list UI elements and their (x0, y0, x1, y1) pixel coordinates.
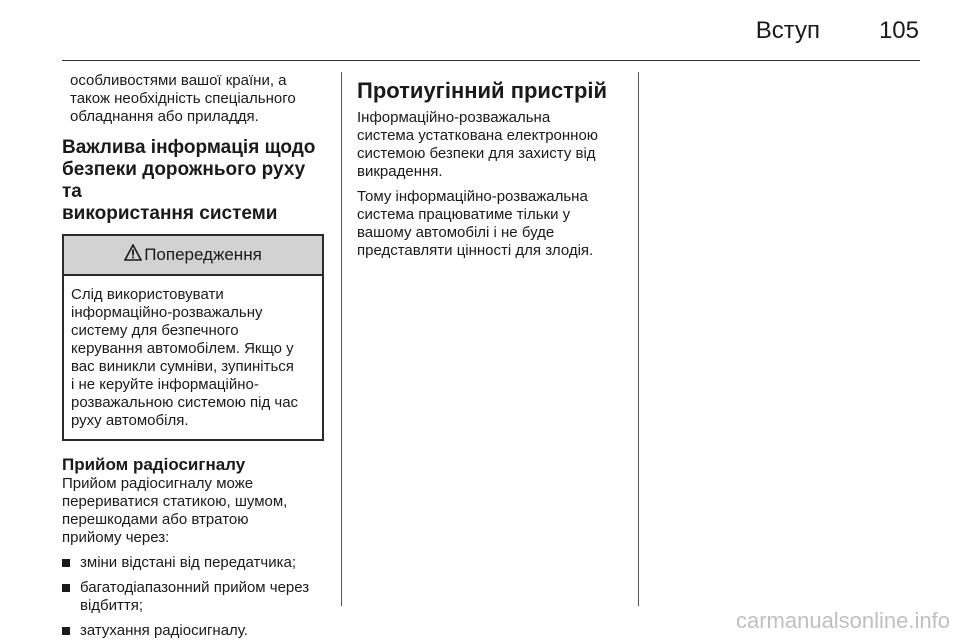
warning-text: Слід використовувати інформаційно-розважальну систему для безпечного керування автомобілем. Якщо у вас виникли сумніви, зупиніться і не керуйте інформаційно- розважальною системою під час руху автомобіля. (71, 286, 299, 429)
column-divider (638, 72, 639, 606)
safety-heading: Важлива інформація щодо безпеки дорожнього руху та використання системи (62, 137, 316, 224)
watermark: carmanualsonline.info (735, 608, 950, 633)
section-title: Вступ (755, 17, 820, 44)
radio-paragraph: Прийом радіосигналу може перериватися статикою, шумом, перешкодами або втратою прийому через: (62, 475, 288, 546)
warning-box (62, 234, 324, 441)
square-bullet-icon (62, 559, 70, 567)
radio-bullet-list (62, 554, 324, 640)
left-column (62, 72, 324, 640)
list-item: затухання радіосигналу. (62, 622, 324, 640)
list-item: зміни відстані від передатчика; (62, 554, 324, 572)
warning-header (64, 236, 322, 276)
anti-theft-paragraph-2: Тому інформаційно-розважальна система працюватиме тільки у вашому автомобілі і не буде представляти цінності для злодія. (357, 188, 594, 259)
intro-paragraph: особливостями вашої країни, а також необхідність спеціального обладнання або приладдя. (70, 72, 296, 125)
warning-triangle-icon (124, 244, 142, 266)
column-divider (341, 72, 342, 606)
square-bullet-icon (62, 584, 70, 592)
list-item: багатодіапазонний прийом через відбиття; (62, 579, 324, 615)
radio-heading: Прийом радіосигналу (62, 455, 246, 474)
square-bullet-icon (62, 627, 70, 635)
warning-title: Попередження (144, 245, 262, 264)
page-number: 105 (878, 17, 919, 44)
middle-column (357, 72, 619, 260)
anti-theft-paragraph-1: Інформаційно-розважальна система устаткована електронною системою безпеки для захисту від викрадення. (357, 109, 599, 180)
anti-theft-heading: Протиугінний пристрій (357, 78, 608, 103)
header-rule (62, 60, 920, 61)
